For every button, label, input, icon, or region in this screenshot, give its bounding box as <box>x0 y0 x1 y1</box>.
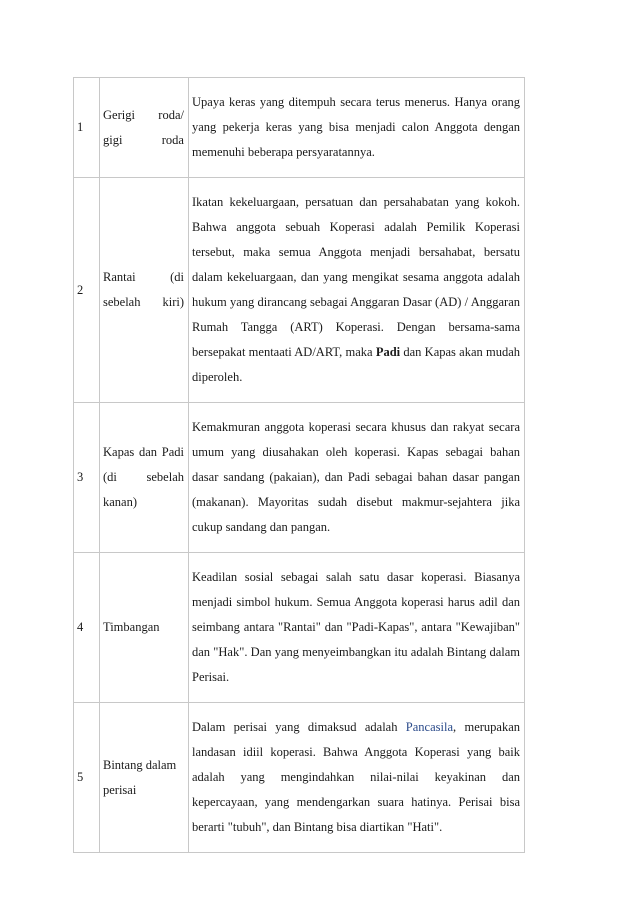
table-row <box>74 78 525 178</box>
table-row <box>74 703 525 853</box>
symbol-description: Dalam perisai yang dimaksud adalah Pancasila, merupakan landasan idiil koperasi. Bahwa Anggota Koperasi yang baik adalah yang mengindahkan nilai-nilai keyakinan dan kepercayaan, yang mendengarkan suara hatinya. Perisai bisa berarti "tubuh", dan Bintang bisa diartikan "Hati". <box>189 703 525 853</box>
symbol-description: Ikatan kekeluargaan, persatuan dan persahabatan yang kokoh. Bahwa anggota sebuah Koperasi adalah Pemilik Koperasi tersebut, maka semua Anggota menjadi bersahabat, bersatu dalam kekeluargaan, dan yang mengikat sesama anggota adalah hukum yang dirancang sebagai Anggaran Dasar (AD) / Anggaran Rumah Tangga (ART) Koperasi. Dengan bersama-sama bersepakat mentaati AD/ART, maka Padi dan Kapas akan mudah diperoleh. <box>189 178 525 403</box>
row-number: 1 <box>74 78 100 178</box>
table-row <box>74 178 525 403</box>
symbol-name: Kapas dan Padi (di sebelah kanan) <box>100 403 189 553</box>
symbol-description: Kemakmuran anggota koperasi secara khusus dan rakyat secara umum yang diusahakan oleh koperasi. Kapas sebagai bahan dasar sandang (pakaian), dan Padi sebagai bahan dasar pangan (makanan). Mayoritas sudah disebut makmur-sejahtera jika cukup sandang dan pangan. <box>189 403 525 553</box>
row-number: 4 <box>74 553 100 703</box>
symbol-name: Bintang dalam perisai <box>100 703 189 853</box>
symbol-name: Gerigi roda/ gigi roda <box>100 78 189 178</box>
symbol-name: Timbangan <box>100 553 189 703</box>
symbol-description: Upaya keras yang ditempuh secara terus menerus. Hanya orang yang pekerja keras yang bisa menjadi calon Anggota dengan memenuhi beberapa persyaratannya. <box>189 78 525 178</box>
bold-word: Padi <box>375 345 401 359</box>
row-number: 3 <box>74 403 100 553</box>
table-row <box>74 403 525 553</box>
symbol-table <box>73 77 525 853</box>
row-number: 5 <box>74 703 100 853</box>
symbol-description: Keadilan sosial sebagai salah satu dasar koperasi. Biasanya menjadi simbol hukum. Semua Anggota koperasi harus adil dan seimbang antara "Rantai" dan "Padi-Kapas", antara "Kewajiban" dan "Hak". Dan yang menyeimbangkan itu adalah Bintang dalam Perisai. <box>189 553 525 703</box>
table-row <box>74 553 525 703</box>
pancasila-link[interactable]: Pancasila <box>405 720 454 734</box>
row-number: 2 <box>74 178 100 403</box>
symbol-name: Rantai (di sebelah kiri) <box>100 178 189 403</box>
